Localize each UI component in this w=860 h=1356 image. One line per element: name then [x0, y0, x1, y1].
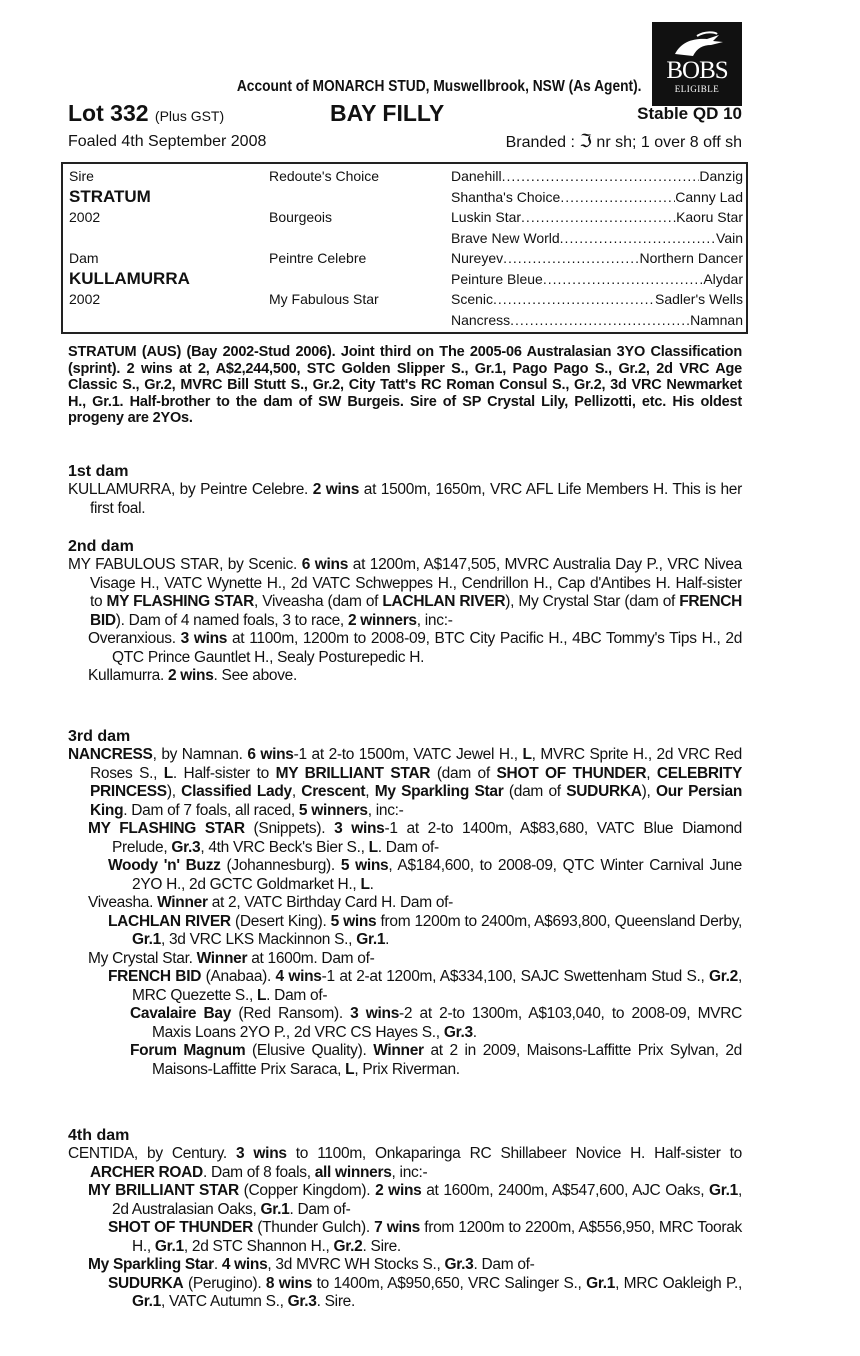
bold-text: MY FLASHING STAR [106, 593, 254, 610]
bold-text: Winner [157, 894, 208, 911]
grandparent: Shantha's Choice [451, 188, 561, 205]
produce-record [68, 1182, 742, 1219]
bold-text: SUDURKA [108, 1274, 184, 1292]
produce-record [68, 913, 742, 950]
horse-sex-colour: BAY FILLY [330, 100, 445, 126]
text: at 1200m, A$147,505, MVRC Australia Day P., VRC Nivea Visage H., VATC Wynette H., 2d VATC Schweppes H., Cendrillon H., Cap d'Antibes H. Half-sister to [90, 556, 742, 610]
bold-text: 3 wins [334, 820, 385, 837]
bold-text: Gr.3 [443, 1023, 473, 1041]
bold-text: Gr.1 [356, 931, 386, 948]
produce-record [68, 950, 742, 969]
bold-text: 6 wins [247, 746, 294, 763]
produce-record [68, 630, 742, 667]
produce-record [68, 894, 742, 913]
great-grandsire: Alydar [703, 270, 743, 287]
text: (Anabaa). [201, 968, 276, 985]
pedigree-row [63, 209, 746, 228]
text: ), [166, 783, 182, 800]
grandparent: Nureyev [451, 250, 504, 266]
pedigree-col3 [451, 312, 743, 328]
text: from 1200m to 2400m, A$693,800, Queensland Derby, [376, 912, 743, 930]
pedigree-col1: STRATUM [69, 186, 151, 206]
bold-text: 7 wins [374, 1219, 420, 1236]
bold-text: MY BRILLIANT STAR [88, 1182, 239, 1199]
pedigree-col1: KULLAMURRA [69, 268, 190, 288]
dam-heading: 2nd dam [68, 538, 134, 555]
bold-text: Our Persian King [90, 783, 743, 819]
produce-record [68, 1275, 742, 1312]
text: , 3d VRC LKS Mackinnon S., [160, 931, 357, 948]
text: Viveasha. [88, 894, 158, 911]
great-grandsire: Canny Lad [675, 188, 743, 205]
text: at 2, VATC Birthday Card H. Dam of- [207, 894, 454, 911]
text: , by Namnan. [152, 746, 248, 763]
bold-text: My Sparkling Star [374, 783, 504, 800]
bold-text: 3 wins [350, 1005, 400, 1022]
text: . Dam of- [473, 1256, 535, 1273]
text: (Elusive Quality). [245, 1042, 374, 1059]
text: . Dam of 7 foals, all raced, [123, 801, 299, 819]
horse-head-icon [667, 30, 727, 60]
bold-text: 3 wins [180, 630, 228, 647]
produce-record [68, 857, 742, 894]
pedigree-col1: Dam [69, 250, 99, 266]
logo-text: BOBS [666, 57, 728, 84]
great-grandsire: Northern Dancer [639, 250, 743, 266]
pedigree-col2: My Fabulous Star [269, 291, 379, 307]
bold-text: 5 wins [340, 857, 389, 874]
pedigree-col2: Bourgeois [269, 209, 333, 225]
bold-text: Gr.1 [154, 1237, 184, 1255]
bold-text: 3 wins [236, 1145, 287, 1162]
grandparent: Nancress [451, 311, 511, 328]
text: ). Dam of 4 named foals, 3 to race, [115, 611, 348, 629]
gst-note: (Plus GST) [154, 108, 225, 124]
text: , VATC Autumn S., [160, 1293, 288, 1310]
pedigree-row [63, 186, 746, 208]
bold-text: 5 wins [330, 912, 377, 930]
lot-label: Lot 332 [68, 100, 149, 126]
bold-text: Gr.3 [444, 1256, 474, 1273]
text: -2 at 2-to 1300m, A$103,040, to 2008-09, MVRC Maxis Loans 2YO P., 2d VRC CS Hayes S., [152, 1005, 743, 1041]
text: . See above. [213, 667, 297, 684]
bold-text: 2 wins [375, 1182, 422, 1199]
grandparent: Peinture Bleue [451, 270, 543, 287]
leader-dots [502, 168, 700, 184]
bold-text: ARCHER ROAD [90, 1163, 203, 1181]
text: , 3d MVRC WH Stocks S., [267, 1256, 445, 1273]
text: , 2d Australasian Oaks, [112, 1182, 742, 1218]
pedigree-col3 [451, 271, 743, 287]
foaled-date: Foaled 4th September 2008 [68, 133, 267, 150]
pedigree-col1: 2002 [69, 291, 101, 307]
text: (Red Ransom). [231, 1005, 351, 1022]
bobs-eligible-logo [652, 22, 742, 106]
text: . Sire. [316, 1293, 356, 1310]
text: , [291, 783, 302, 800]
pedigree-col3 [451, 230, 743, 246]
bold-text: 4 wins [275, 968, 322, 985]
text: . Sire. [362, 1237, 401, 1255]
bold-text: LACHLAN RIVER [382, 593, 506, 610]
pedigree-row [63, 250, 746, 269]
pedigree-col1: 2002 [69, 209, 101, 225]
pedigree-col2: Peintre Celebre [269, 250, 367, 266]
dam-section [68, 727, 742, 1079]
text: . [369, 875, 374, 893]
produce-record [68, 1219, 742, 1256]
pedigree-col3 [451, 250, 743, 266]
great-grandsire: Namnan [690, 311, 743, 328]
produce-record [68, 481, 742, 518]
text: My Crystal Star. [88, 949, 197, 967]
text: (Copper Kingdom). [238, 1182, 376, 1199]
bold-text: L [345, 1060, 355, 1078]
produce-record [68, 1256, 742, 1275]
pedigree-col3 [451, 168, 743, 184]
pedigree-row [63, 230, 746, 249]
text: (Johannesburg). [220, 857, 341, 874]
pedigree-col2: Redoute's Choice [269, 168, 380, 184]
grandparent: Scenic [451, 291, 494, 307]
branded-details: nr sh; 1 over 8 off sh [591, 134, 742, 151]
pedigree-row [63, 268, 746, 290]
leader-dots [560, 230, 716, 246]
bold-text: Gr.3 [287, 1293, 317, 1310]
dam-heading: 4th dam [68, 1127, 130, 1144]
produce-record [68, 1042, 742, 1079]
text: Overanxious. [88, 630, 181, 647]
pedigree-col3 [451, 291, 743, 307]
bold-text: Cavalaire Bay [130, 1005, 232, 1022]
bold-text: Gr.1 [132, 1293, 161, 1310]
grandparent: Brave New World [451, 229, 560, 246]
text: , 4th VRC Beck's Bier S., [200, 838, 369, 856]
bold-text: Gr.2 [709, 968, 738, 985]
leader-dots [543, 271, 703, 287]
text: , inc:- [416, 611, 453, 629]
bold-text: CELEBRITY PRINCESS [90, 764, 743, 800]
lot-header [68, 100, 742, 128]
dam-section [68, 462, 742, 518]
bold-text: FRENCH BID [90, 593, 743, 629]
text: . Dam of 8 foals, [202, 1163, 315, 1181]
leader-dots [510, 312, 690, 328]
bold-text: 6 wins [301, 556, 349, 573]
bold-text: 4 wins [221, 1256, 268, 1273]
text: . [213, 1256, 222, 1273]
bold-text: Gr.1 [709, 1182, 738, 1199]
pedigree-col3 [451, 189, 743, 205]
dam-heading: 3rd dam [68, 728, 131, 745]
text: at 1600m. Dam of- [247, 949, 375, 967]
brand-mark: ℑ [579, 131, 592, 152]
bold-text: all winners [314, 1163, 392, 1181]
text: CENTIDA, by Century. [68, 1145, 237, 1162]
bold-text: 2 wins [312, 481, 360, 498]
text: KULLAMURRA, by Peintre Celebre. [68, 481, 313, 498]
produce-record [68, 1005, 742, 1042]
text: -1 at 2-to 1500m, VATC Jewel H., [293, 746, 523, 763]
bold-text: Gr.1 [586, 1274, 616, 1292]
bold-text: L [522, 746, 532, 763]
text: at 1100m, 1200m to 2008-09, BTC City Pacific H., 4BC Tommy's Tips H., 2d QTC Prince Gauntlet H., Sealy Posturepedic H. [112, 630, 743, 666]
text: . Half-sister to [172, 764, 276, 782]
pedigree-col1: Sire [69, 168, 94, 184]
text: , Prix Riverman. [354, 1060, 460, 1078]
pedigree-row [63, 312, 746, 331]
text: ), [641, 783, 656, 800]
logo-subtext: ELIGIBLE [674, 84, 720, 94]
bold-text: Gr.2 [333, 1237, 363, 1255]
leader-dots [503, 250, 639, 266]
stable-number: Stable QD 10 [637, 104, 742, 123]
bold-text: L [163, 764, 173, 782]
pedigree-row [63, 291, 746, 310]
branded-label: Branded : [505, 134, 575, 151]
text: . Dam of- [289, 1200, 351, 1218]
produce-record [68, 667, 742, 686]
text: at 2 in 2009, Maisons-Laffitte Prix Sylvan, 2d Maisons-Laffitte Prix Saraca, [152, 1042, 742, 1078]
pedigree-table [61, 162, 748, 334]
produce-record [68, 820, 742, 857]
bold-text: Forum Magnum [130, 1042, 246, 1059]
text: Kullamurra. [88, 667, 168, 684]
bold-text: L [360, 875, 370, 893]
pedigree-col3 [451, 209, 743, 225]
bold-text: SHOT OF THUNDER [496, 764, 647, 782]
bold-text: 2 winners [347, 611, 417, 629]
vendor-account: Account of MONARCH STUD, Muswellbrook, NSW (As Agent). [237, 78, 642, 95]
great-grandsire: Sadler's Wells [655, 291, 743, 307]
bold-text: Gr.3 [171, 838, 201, 856]
great-grandsire: Kaoru Star [676, 209, 743, 225]
bold-text: Winner [196, 949, 248, 967]
text: , MRC Quezette S., [132, 968, 743, 1004]
text: . Dam of- [266, 986, 328, 1004]
text: , Viveasha (dam of [254, 593, 383, 610]
bold-text: 8 wins [265, 1274, 313, 1292]
text: , 2d STC Shannon H., [183, 1237, 334, 1255]
text: -1 at 2-at 1200m, A$334,100, SAJC Swettenham Stud S., [321, 968, 710, 985]
bold-text: Classified Lady [181, 783, 292, 800]
text: (Thunder Gulch). [252, 1219, 375, 1236]
bold-text: NANCRESS [68, 746, 153, 763]
bold-text: FRENCH BID [108, 968, 202, 985]
lot-number [68, 100, 224, 127]
bold-text: Gr.1 [260, 1200, 290, 1218]
bold-text: Woody 'n' Buzz [108, 857, 221, 874]
bold-text: SUDURKA [566, 783, 642, 800]
dam-heading: 1st dam [68, 463, 129, 480]
dam-section [68, 1126, 742, 1312]
text: (dam of [503, 783, 567, 800]
bold-text: SHOT OF THUNDER [108, 1219, 253, 1236]
text: ), My Crystal Star (dam of [505, 593, 680, 610]
bold-text: L [368, 838, 378, 856]
bold-text: My Sparkling Star [88, 1256, 214, 1273]
text: to 1100m, Onkaparinga RC Shillabeer Novice H. Half-sister to [286, 1145, 743, 1162]
bold-text: Winner [373, 1042, 424, 1059]
bold-text: 5 winners [298, 801, 368, 819]
brand-info [506, 131, 742, 152]
text: , [365, 783, 375, 800]
produce-record [68, 746, 742, 820]
produce-record [68, 556, 742, 630]
text: . [472, 1023, 477, 1041]
bold-text: MY BRILLIANT STAR [275, 764, 431, 782]
text: , MVRC Sprite H., 2d VRC Red Roses S., [90, 746, 742, 782]
bold-text: 2 wins [167, 667, 214, 684]
leader-dots [560, 189, 675, 205]
text: , [646, 764, 657, 782]
text: -1 at 2-to 1400m, A$83,680, VATC Blue Diamond Prelude, [112, 820, 743, 856]
text: from 1200m to 2200m, A$556,950, MRC Toorak H., [132, 1219, 743, 1255]
text: at 1500m, 1650m, VRC AFL Life Members H. This is her first foal. [90, 481, 742, 517]
produce-record [68, 1145, 742, 1182]
produce-record [68, 968, 742, 1005]
bold-text: L [256, 986, 267, 1004]
text: (dam of [430, 764, 497, 782]
text: (Snippets). [244, 820, 335, 837]
text: . Dam of- [377, 838, 439, 856]
leader-dots [521, 209, 676, 225]
grandparent: Danehill [451, 168, 502, 184]
text: at 1600m, 2400m, A$547,600, AJC Oaks, [421, 1182, 710, 1199]
leader-dots [493, 291, 655, 307]
text: , inc:- [391, 1163, 428, 1181]
bold-text: MY FLASHING STAR [88, 820, 245, 837]
bold-text: LACHLAN RIVER [108, 912, 231, 930]
grandparent: Luskin Star [451, 209, 522, 225]
pedigree-row [63, 168, 746, 187]
great-grandsire: Vain [716, 229, 743, 246]
text: , A$184,600, to 2008-09, QTC Winter Carnival June 2YO H., 2d GCTC Goldmarket H., [132, 857, 743, 893]
text: . [385, 931, 390, 948]
dam-section [68, 537, 742, 686]
great-grandsire: Danzig [699, 168, 743, 184]
bold-text: Crescent [301, 783, 366, 800]
text: to 1400m, A$950,650, VRC Salinger S., [312, 1274, 587, 1292]
text: , inc:- [367, 801, 404, 819]
sire-description: STRATUM (AUS) (Bay 2002-Stud 2006). Joint third on The 2005-06 Australasian 3YO Classification (sprint). 2 wins at 2, A$2,244,500, STC Golden Slipper S., Gr.1, Pago Pago S., Gr.2, 2d VRC Age Classic S., Gr.2, MVRC Bill Stutt S., Gr.2, City Tatt's RC Roman Consul S., Gr.2, 3d VRC Newmarket H., Gr.1. Half-brother to the dam of SW Burgeis. Sire of SP Crystal Lily, Pellizotti, etc. His oldest progeny are 2YOs. [68, 344, 742, 427]
text: (Desert King). [230, 912, 331, 930]
text: (Perugino). [183, 1274, 266, 1292]
text: MY FABULOUS STAR, by Scenic. [68, 556, 302, 573]
bold-text: Gr.1 [132, 931, 161, 948]
text: , MRC Oakleigh P., [615, 1274, 743, 1292]
